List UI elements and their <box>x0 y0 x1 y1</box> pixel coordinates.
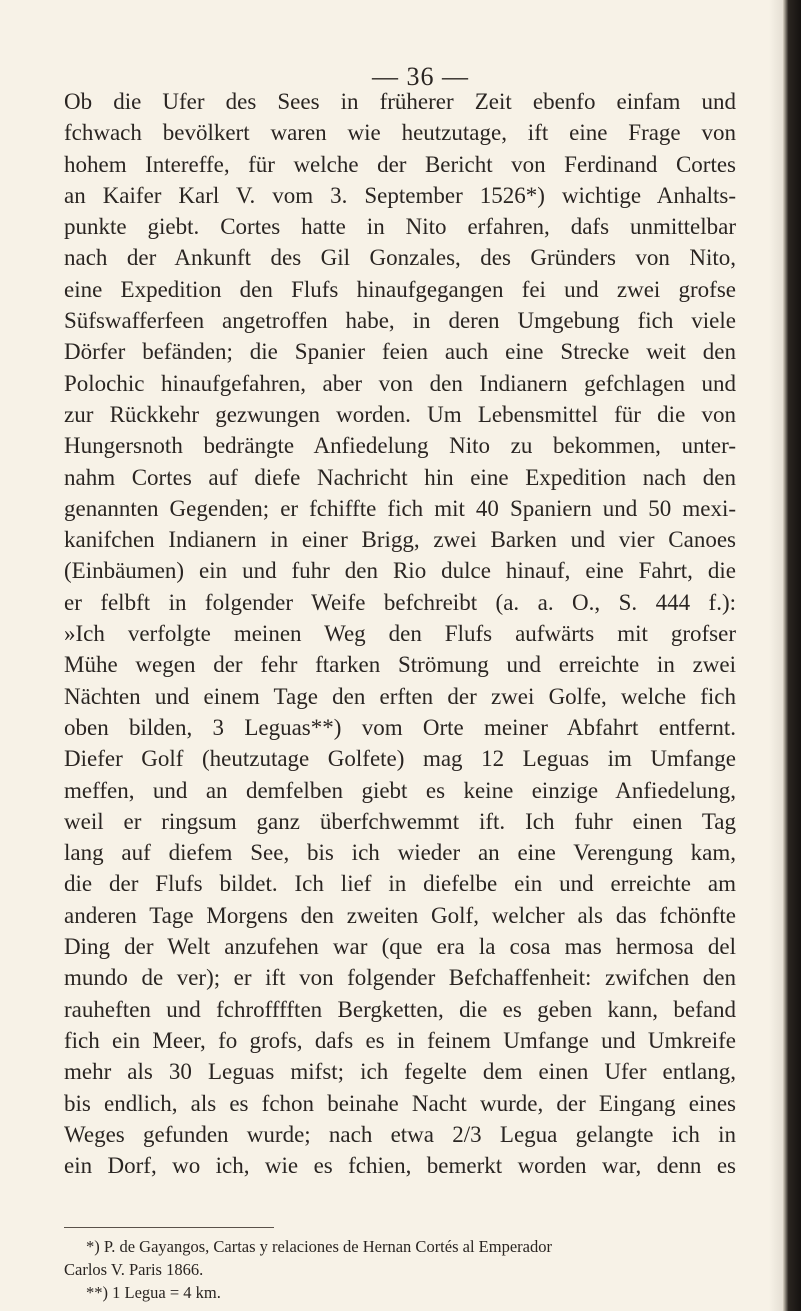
text-line: nach der Ankunft des Gil Gonzales, des Gründers von Nito, <box>64 245 736 271</box>
text-line: lang auf diefem See, bis ich wieder an eine Verengung kam, <box>64 840 736 866</box>
text-line: Ob die Ufer des Sees in früherer Zeit ebenfo einfam und <box>64 89 736 114</box>
text-line: kanifchen Indianern in einer Brigg, zwei Barken und vier Canoes <box>64 527 736 553</box>
text-line: Diefer Golf (heutzutage Golfete) mag 12 Leguas im Umfange <box>64 746 736 772</box>
text-line: Mühe wegen der fehr ftarken Strömung und erreichte in zwei <box>64 652 736 678</box>
text-line: mundo de ver); er ift von folgender Befchaffenheit: zwifchen den <box>64 965 736 991</box>
text-line: anderen Tage Morgens den zweiten Golf, welcher als das fchönfte <box>64 902 736 928</box>
text-line: Weges gefunden wurde; nach etwa 2/3 Legua gelangte ich in <box>64 1121 736 1147</box>
text-line: Polochic hinaufgefahren, aber von den Indianern gefchlagen und <box>64 370 736 396</box>
page-edge <box>783 0 801 1311</box>
text-line: »Ich verfolgte meinen Weg den Flufs aufwärts mit grofser <box>64 621 736 647</box>
text-line: nahm Cortes auf diefe Nachricht hin eine Expedition nach den <box>64 464 736 490</box>
text-line: mehr als 30 Leguas mifst; ich fegelte dem einen Ufer entlang, <box>64 1059 736 1085</box>
text-line: meffen, und an demfelben giebt es keine einzige Anfiedelung, <box>64 777 736 803</box>
footnote-line: *) P. de Gayangos, Cartas y relaciones de Hernan Cortés al Emperador <box>86 1237 552 1256</box>
text-line: er felbft in folgender Weife befchreibt (a. a. O., S. 444 f.): <box>64 589 736 615</box>
text-line: rauheften und fchrofffften Bergketten, die es geben kann, befand <box>64 996 736 1022</box>
text-line: Nächten und einem Tage den erften der zwei Golfe, welche fich <box>64 683 736 709</box>
footnote-line: Carlos V. Paris 1866. <box>64 1260 204 1279</box>
text-line: Süfswafferfeen angetroffen habe, in deren Umgebung fich viele <box>64 308 736 334</box>
footnotes <box>64 1235 754 1304</box>
body-text <box>64 86 736 1181</box>
text-line: zur Rückkehr gezwungen worden. Um Lebensmittel für die von <box>64 401 736 427</box>
text-line: an Kaifer Karl V. vom 3. September 1526*) wichtige Anhalts- <box>64 182 736 208</box>
text-line: hohem Intereffe, für welche der Bericht von Ferdinand Cortes <box>64 151 736 177</box>
text-line: fich ein Meer, fo grofs, dafs es in feinem Umfange und Umkreife <box>64 1027 736 1053</box>
text-line: weil er ringsum ganz überfchwemmt ift. Ich fuhr einen Tag <box>64 808 736 834</box>
text-line: punkte giebt. Cortes hatte in Nito erfahren, dafs unmittelbar <box>64 214 736 240</box>
text-line: genannten Gegenden; er fchiffte fich mit 40 Spaniern und 50 mexi- <box>64 495 736 521</box>
page-gutter-shadow <box>769 0 783 1311</box>
text-line: oben bilden, 3 Leguas**) vom Orte meiner Abfahrt entfernt. <box>64 714 736 740</box>
text-line: Hungersnoth bedrängte Anfiedelung Nito zu bekommen, unter- <box>64 433 736 459</box>
text-line: eine Expedition den Flufs hinaufgegangen fei und zwei grofse <box>64 276 736 302</box>
text-line: Ding der Welt anzufehen war (que era la cosa mas hermosa del <box>64 934 736 960</box>
text-line: die der Flufs bildet. Ich lief in diefelbe ein und erreichte am <box>64 871 736 897</box>
text-line: ein Dorf, wo ich, wie es fchien, bemerkt worden war, denn es <box>64 1153 736 1179</box>
footnote-line: **) 1 Legua = 4 km. <box>86 1283 221 1302</box>
text-line: bis endlich, als es fchon beinahe Nacht wurde, der Eingang eines <box>64 1090 736 1116</box>
page-number: — 36 — <box>372 62 469 91</box>
text-line: (Einbäumen) ein und fuhr den Rio dulce hinauf, eine Fahrt, die <box>64 558 736 584</box>
footnote-divider <box>64 1227 274 1228</box>
text-line: fchwach bevölkert waren wie heutzutage, ift eine Frage von <box>64 120 736 146</box>
text-line: Dörfer befänden; die Spanier feien auch eine Strecke weit den <box>64 339 736 365</box>
